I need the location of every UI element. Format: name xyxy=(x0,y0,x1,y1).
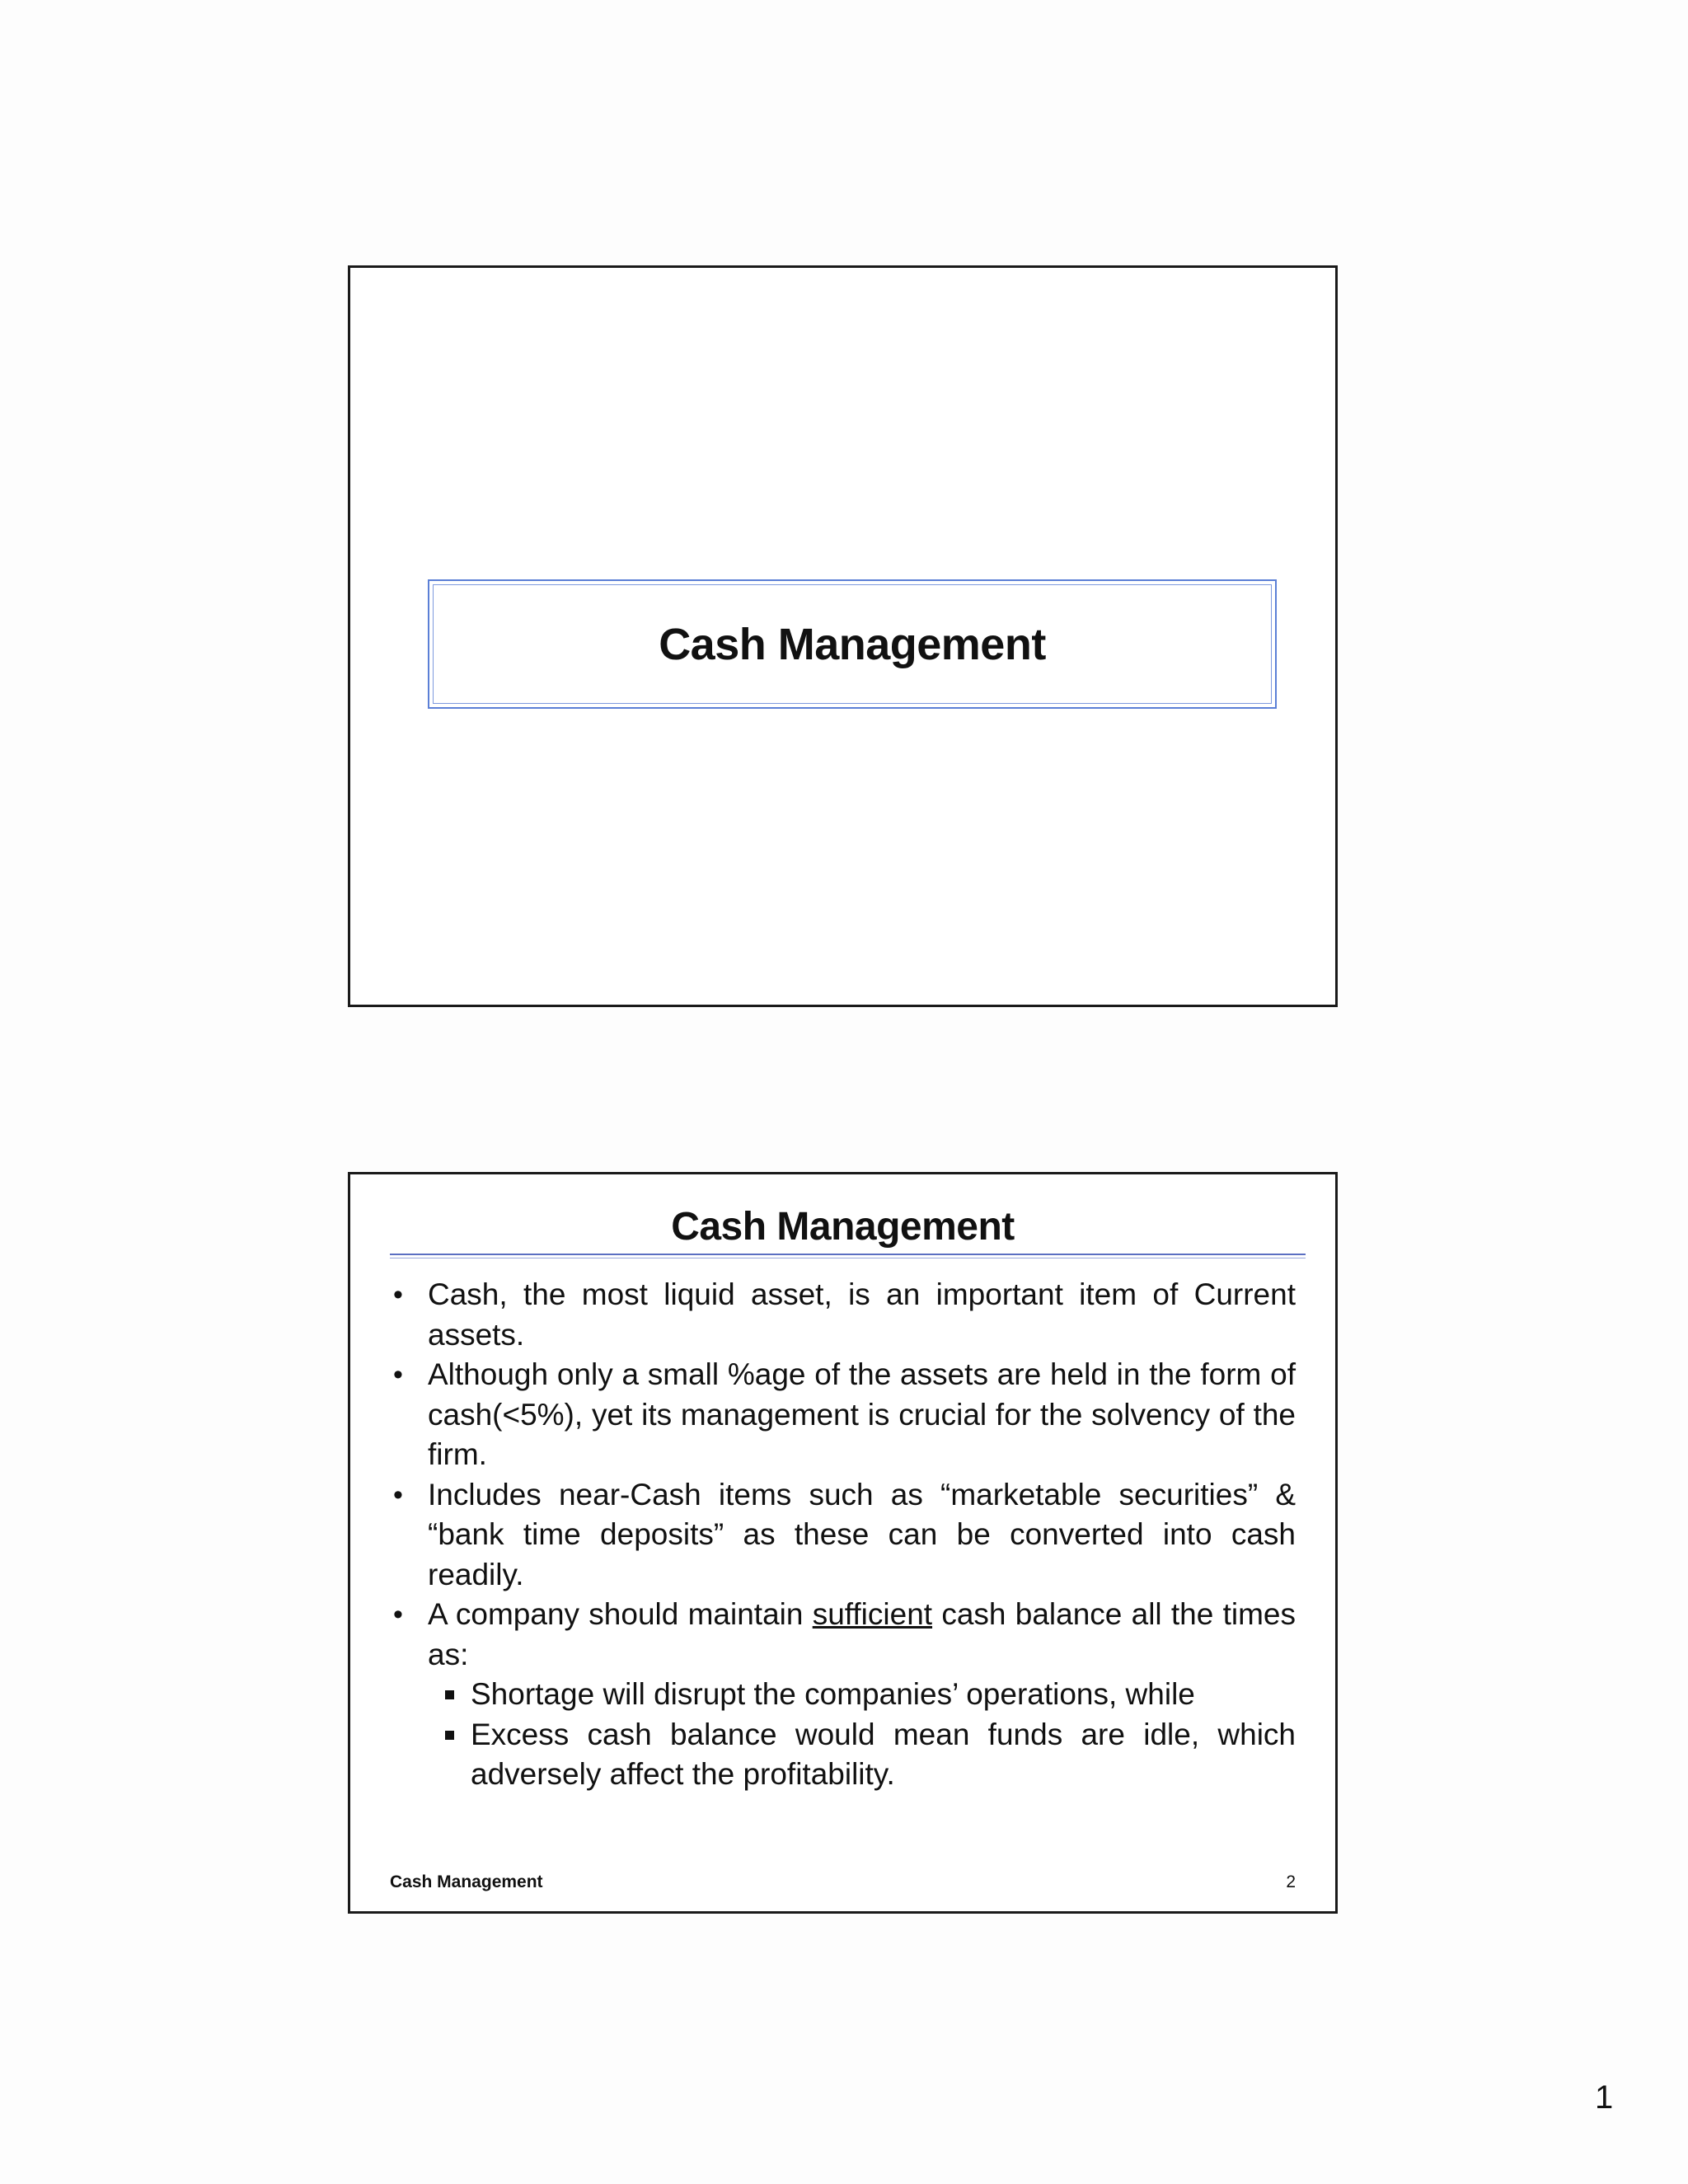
sub-bullet-item xyxy=(390,1675,1296,1715)
bullet-underlined-word: sufficient xyxy=(812,1597,933,1631)
bullet-item xyxy=(390,1595,1296,1675)
bullet-dot-icon: • xyxy=(393,1279,403,1310)
bullet-dot-icon: • xyxy=(393,1599,403,1630)
slide-number: 2 xyxy=(1286,1872,1296,1891)
bullet-text-after: cash balance all the times as: xyxy=(428,1597,1296,1671)
title-underline xyxy=(390,1254,1306,1255)
square-bullet-icon xyxy=(445,1690,454,1699)
bullet-text: Includes near-Cash items such as “marketable securities” & “bank time deposits” as these can be converted into cash readily. xyxy=(428,1477,1296,1591)
bullet-item xyxy=(390,1355,1296,1475)
bullet-text: Cash, the most liquid asset, is an important item of Current assets. xyxy=(428,1277,1296,1352)
bullet-dot-icon: • xyxy=(393,1479,403,1511)
bullet-dot-icon: • xyxy=(393,1359,403,1390)
bullet-list xyxy=(390,1275,1296,1795)
slide-1 xyxy=(348,265,1338,1007)
square-bullet-icon xyxy=(445,1731,454,1740)
sub-bullet-item xyxy=(390,1715,1296,1795)
bullet-item xyxy=(390,1275,1296,1355)
bullet-item xyxy=(390,1475,1296,1596)
sub-bullet-text: Excess cash balance would mean funds are idle, which adversely affect the profitability. xyxy=(471,1717,1296,1791)
bullet-text: Although only a small %age of the assets are held in the form of cash(<5%), yet its management is crucial for the solvency of the firm. xyxy=(428,1357,1296,1471)
slide-1-title: Cash Management xyxy=(659,619,1046,669)
slide-footer-title: Cash Management xyxy=(390,1872,543,1891)
slide-2 xyxy=(348,1172,1338,1914)
page-number: 1 xyxy=(1595,2079,1614,2116)
bullet-text-before: A company should maintain xyxy=(428,1597,813,1631)
slide-2-title: Cash Management xyxy=(671,1205,1015,1249)
sub-bullet-text: Shortage will disrupt the companies’ operations, while xyxy=(471,1677,1195,1711)
title-box xyxy=(428,579,1277,709)
